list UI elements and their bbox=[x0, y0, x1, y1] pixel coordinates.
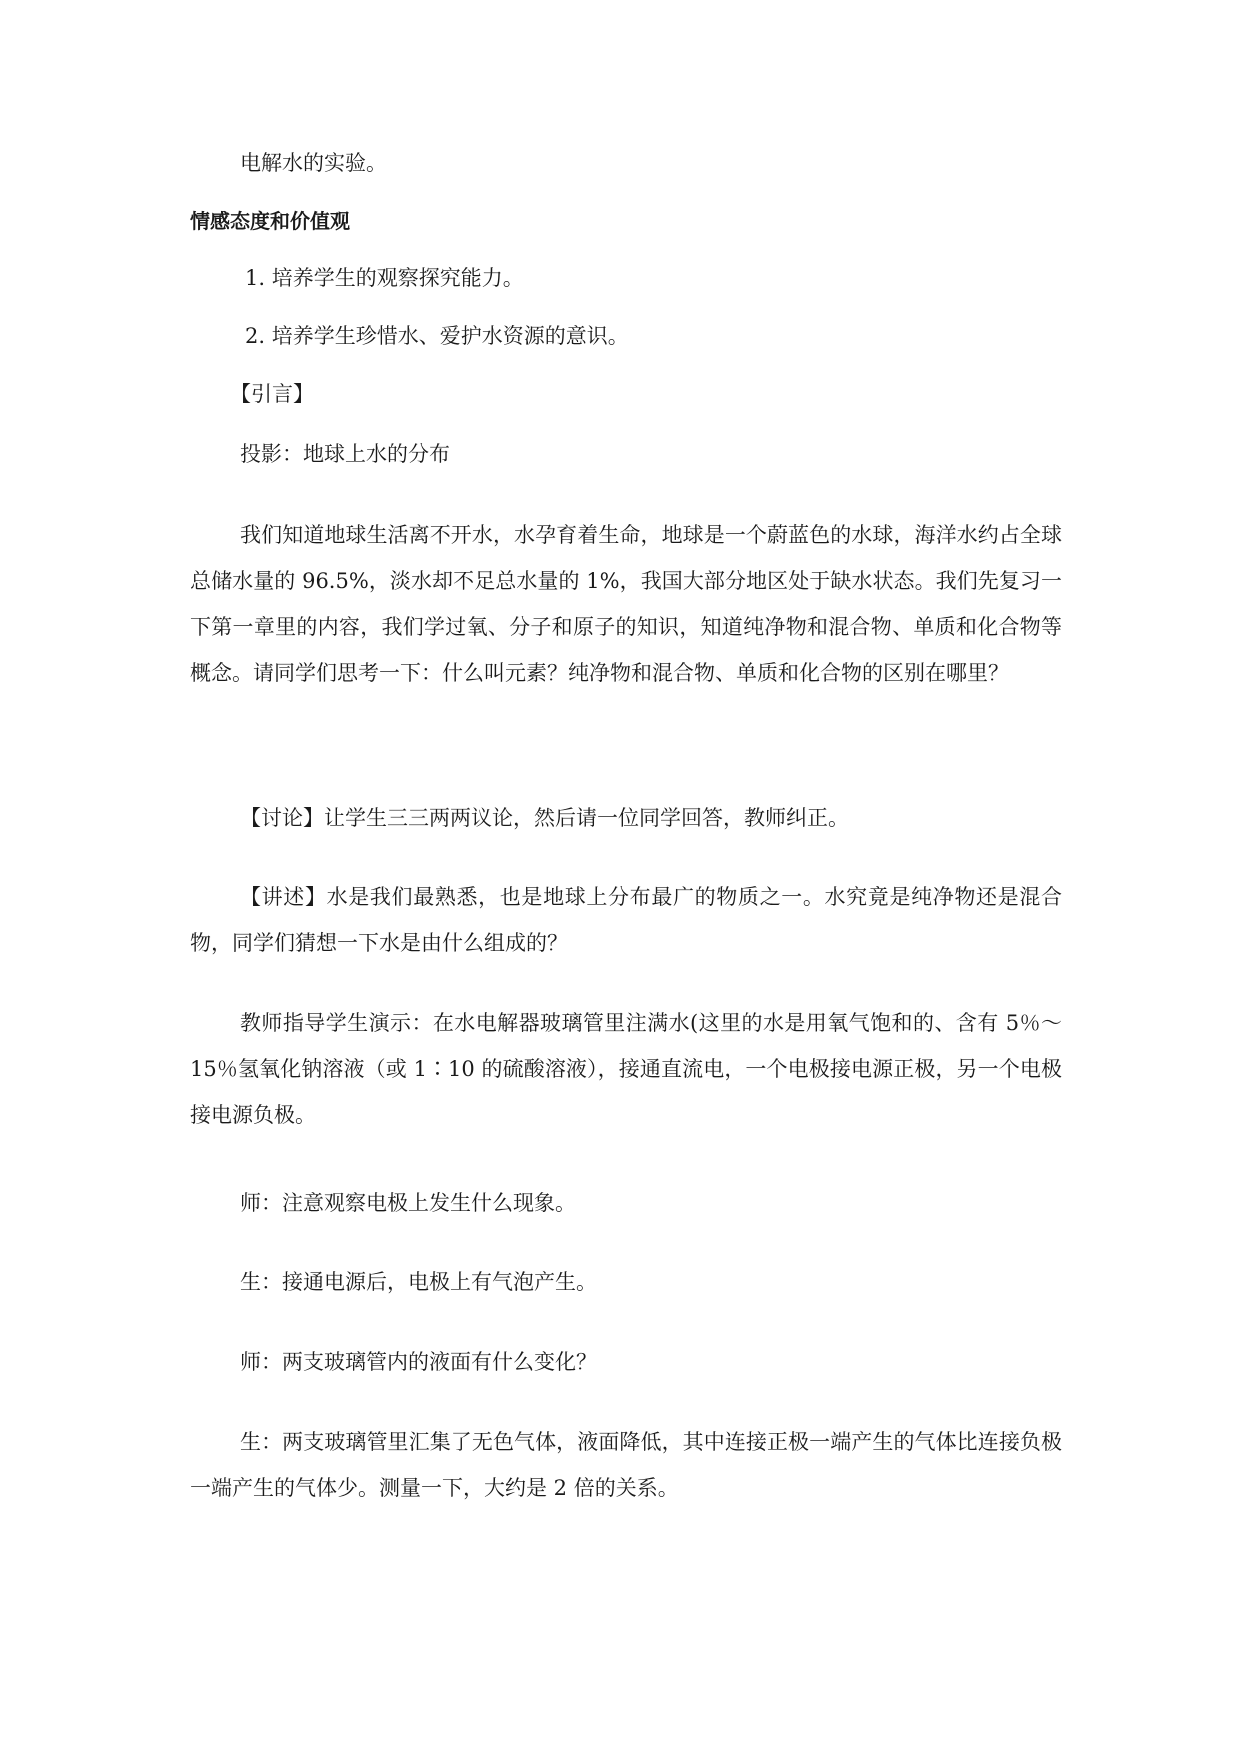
dialogue-teacher-2: 师：两支玻璃管内的液面有什么变化？ bbox=[240, 1350, 597, 1374]
text-line-electrolysis-experiment: 电解水的实验。 bbox=[240, 151, 387, 175]
paragraph-discussion: 【讨论】让学生三三两两议论，然后请一位同学回答，教师纠正。 bbox=[240, 806, 849, 830]
label-introduction: 【引言】 bbox=[230, 382, 314, 406]
list-item-goal-1: 1. 培养学生的观察探究能力。 bbox=[245, 266, 524, 290]
text-line-projection: 投影：地球上水的分布 bbox=[240, 442, 450, 466]
dialogue-student-2: 生：两支玻璃管里汇集了无色气体，液面降低，其中连接正极一端产生的气体比连接负极一端产生的气体少。测量一下，大约是 2 倍的关系。 bbox=[190, 1430, 1062, 1500]
list-item-goal-2: 2. 培养学生珍惜水、爱护水资源的意识。 bbox=[245, 324, 629, 348]
section-heading: 情感态度和价值观 bbox=[190, 209, 350, 233]
paragraph-introduction: 我们知道地球生活离不开水，水孕育着生命，地球是一个蔚蓝色的水球，海洋水约占全球总储水量的 96.5%，淡水却不足总水量的 1%，我国大部分地区处于缺水状态。我们先复习一下第一章里的内容，我们学过氧、分子和原子的知识，知道纯净物和混合物、单质和化合物等概念。请同学们思考一下：什么叫元素？纯净物和混合物、单质和化合物的区别在哪里？ bbox=[190, 523, 1062, 685]
dialogue-student-1: 生：接通电源后，电极上有气泡产生。 bbox=[240, 1270, 597, 1294]
paragraph-lecture: 【讲述】水是我们最熟悉，也是地球上分布最广的物质之一。水究竟是纯净物还是混合物，同学们猜想一下水是由什么组成的？ bbox=[190, 885, 1062, 955]
paragraph-demonstration: 教师指导学生演示：在水电解器玻璃管里注满水(这里的水是用氧气饱和的、含有 5％～15％氢氧化钠溶液（或 1∶10 的硫酸溶液），接通直流电，一个电极接电源正极，另一个电极接电源负极。 bbox=[190, 1011, 1062, 1127]
dialogue-teacher-1: 师：注意观察电极上发生什么现象。 bbox=[240, 1191, 576, 1215]
